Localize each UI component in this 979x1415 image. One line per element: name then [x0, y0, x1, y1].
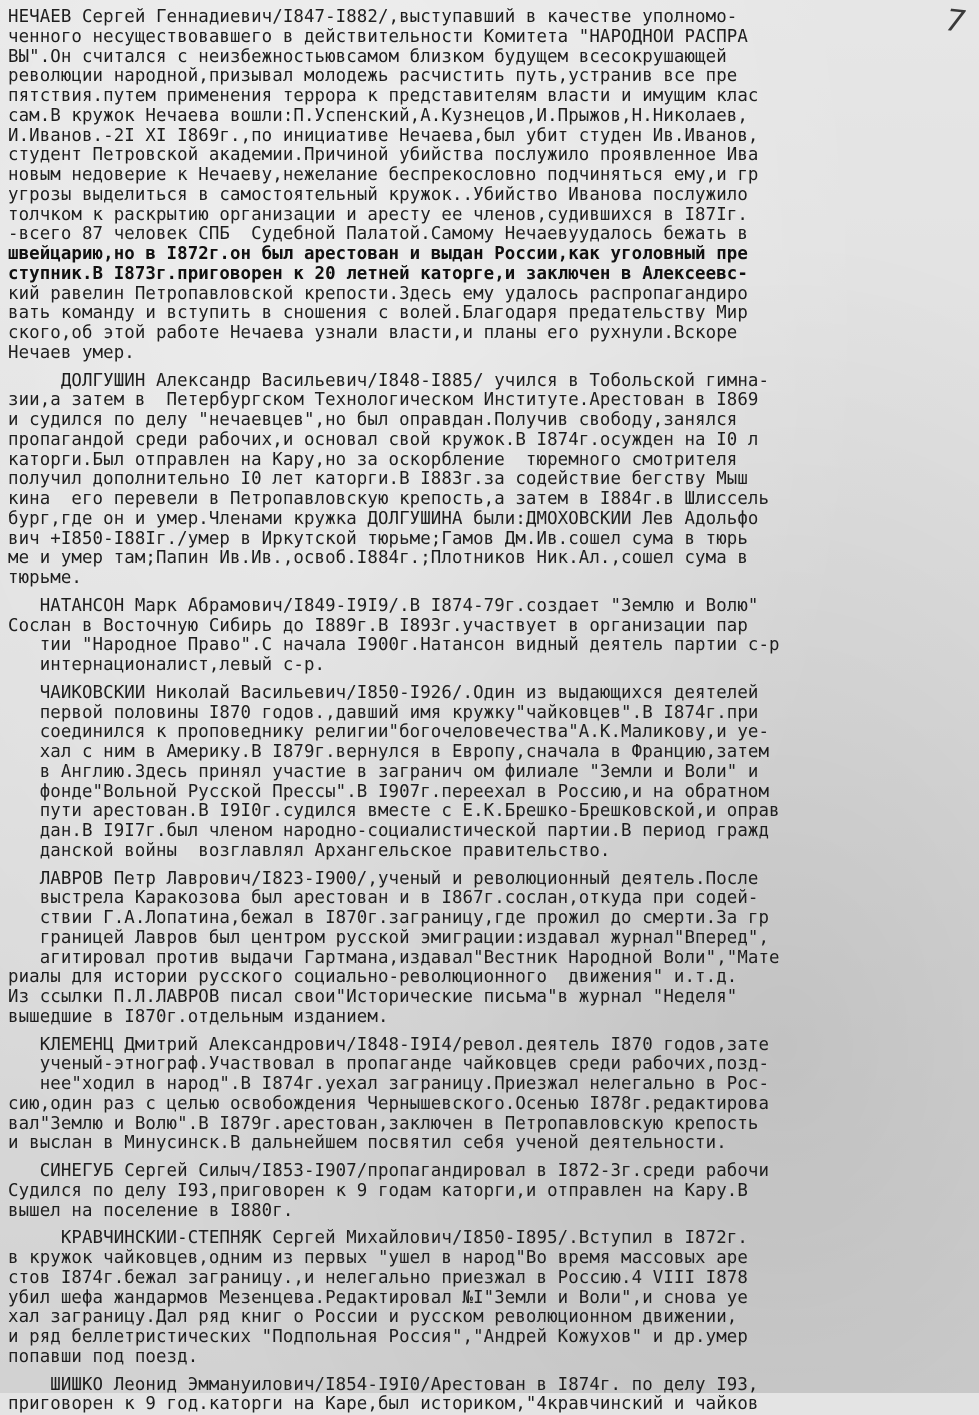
paragraph-gap	[8, 1221, 973, 1229]
text-line: получил дополнительно I0 лет каторги.В I883г.за содействие бегству Мыш	[8, 470, 973, 490]
text-line: кина его перевели в Петропавловскую крепость,а затем в I884г.в Шлиссель	[8, 490, 973, 510]
text-line: тюрьме.	[8, 569, 973, 589]
text-line: границей Лавров был центром русской эмиграции:издавал журнал"Вперед",	[8, 929, 973, 949]
paragraph-sinegub	[8, 1162, 973, 1221]
text-line: ченного несуществовавшего в действительности Комитета "НАРОДНОЙ РАСПРА	[8, 28, 973, 48]
text-line: сию,один раз с целью освобождения Чернышевского.Осенью I878г.редактирова	[8, 1095, 973, 1115]
text-line: первой половины I870 годов.,давший имя кружку"чайковцев".В I874г.при	[8, 704, 973, 724]
text-line: в кружок чайковцев,одним из первых "ушел в народ"Во время массовых аре	[8, 1249, 973, 1269]
text-line: -всего 87 человек СПБ Судебной Палатой.Самому Нечаевуудалось бежать в	[8, 225, 973, 245]
text-line: дан.В I9I7г.был членом народно-социалистической партии.В период гражд	[8, 822, 973, 842]
text-line: пути арестован.В I9I0г.судился вместе с Е.К.Брешко-Брешковской,и оправ	[8, 802, 973, 822]
text-line: новым недоверие к Нечаеву,нежелание беспрекословно подчиняться ему,и гр	[8, 166, 973, 186]
text-line: Сослан в Восточную Сибирь до I889г.В I893г.участвует в организации пар	[8, 617, 973, 637]
paragraph-shishko	[8, 1376, 973, 1415]
paragraph-gap	[8, 1028, 973, 1036]
paragraph-gap	[8, 589, 973, 597]
text-line: данской войны возглавлял Архангельское правительство.	[8, 842, 973, 862]
text-line: КРАВЧИНСКИЙ-СТЕПНЯК Сергей Михайлович/I850-I895/.Вступил в I872г.	[8, 1229, 973, 1249]
paragraph-kravchinsky	[8, 1229, 973, 1367]
paragraph-dolgushin	[8, 372, 973, 589]
paragraph-gap	[8, 862, 973, 870]
text-line: Судился по делу I93,приговорен к 9 годам каторги,и отправлен на Кару.В	[8, 1182, 973, 1202]
text-line: ме и умер там;Папин Ив.Ив.,освоб.I884г.;Плотников Ник.Ал.,сошел сума в	[8, 549, 973, 569]
text-line: каторги.Был отправлен на Кару,но за оскорбление тюремного смотрителя	[8, 451, 973, 471]
text-line: фонде"Вольной Русской Прессы".В I907г.переехал в Россию,и на обратном	[8, 783, 973, 803]
text-line: НАТАНСОН Марк Абрамович/I849-I9I9/.В I874-79г.создает "Землю и Волю"	[8, 597, 973, 617]
paragraph-gap	[8, 1368, 973, 1376]
text-line: убил шефа жандармов Мезенцева.Редактировал №I"Земли и Воли",и снова уе	[8, 1289, 973, 1309]
paragraph-natanson	[8, 597, 973, 676]
text-line: стов I874г.бежал заграницу.,и нелегально приезжал в Россию.4 VIII I878	[8, 1269, 973, 1289]
text-line: И.Иванов.-2I XI I869г.,по инициативе Нечаева,был убит студен Ив.Иванов,	[8, 127, 973, 147]
text-line: вич +I850-I88Iг./умер в Иркутской тюрьме;Гамов Дм.Ив.сошел сума в тюрь	[8, 530, 973, 550]
text-line: студент Петровской академии.Причиной убийства послужило проявленное Ива	[8, 146, 973, 166]
text-line: попавши под поезд.	[8, 1348, 973, 1368]
text-line: пропагандой среди рабочих,и основал свой кружок.В I874г.осужден на I0 л	[8, 431, 973, 451]
text-line: ученый-этнограф.Участвовал в пропаганде чайковцев среди рабочих,позд-	[8, 1055, 973, 1075]
text-line: ского,об этой работе Нечаева узнали власти,и планы его рухнули.Вскоре	[8, 324, 973, 344]
text-line: Из ссылки П.Л.ЛАВРОВ писал свои"Исторические письма"в журнал "Неделя"	[8, 988, 973, 1008]
text-line: революции народной,призывал молодежь расчистить путь,устранив все пре	[8, 67, 973, 87]
text-line: КЛЕМЕНЦ Дмитрий Александрович/I848-I9I4/револ.деятель I870 годов,зате	[8, 1036, 973, 1056]
text-line: ДОЛГУШИН Александр Васильевич/I848-I885/ учился в Тобольской гимна-	[8, 372, 973, 392]
text-line: хал заграницу.Дал ряд книг о России и русском революционном движении,	[8, 1308, 973, 1328]
text-line: бург,где он и умер.Членами кружка ДОЛГУШИНА были:ДМОХОВСКИЙ Лев Адольфо	[8, 510, 973, 530]
text-line: и судился по делу "нечаевцев",но был оправдан.Получив свободу,занялся	[8, 411, 973, 431]
text-line: ВЫ".Он считался с неизбежностьювсамом близком будущем всесокрушающей	[8, 48, 973, 68]
text-line: угрозы выделиться в самостоятельный кружок..Убийство Иванова послужило	[8, 186, 973, 206]
text-line: соединился к проповеднику религии"богочеловечества"А.К.Маликову,и уе-	[8, 723, 973, 743]
paragraph-lavrov	[8, 870, 973, 1028]
text-line: в Англию.Здесь принял участие в загранич ом филиале "Земли и Воли" и	[8, 763, 973, 783]
text-line: ЧАЙКОВСКИЙ Николай Васильевич/I850-I926/.Один из выдающихся деятелей	[8, 684, 973, 704]
text-line: СИНЕГУБ Сергей Силыч/I853-I907/пропагандировал в I872-3г.среди рабочи	[8, 1162, 973, 1182]
text-line: и ряд беллетристических "Подпольная Россия","Андрей Кожухов" и др.умер	[8, 1328, 973, 1348]
text-line: вышедшие в I870г.отдельным изданием.	[8, 1008, 973, 1028]
text-line: толчком к раскрытию организации и аресту ее членов,судившихся в I87Iг.	[8, 206, 973, 226]
paragraph-gap	[8, 364, 973, 372]
text-line: вышел на поселение в I880г.	[8, 1202, 973, 1222]
paragraph-nechaev	[8, 8, 973, 364]
text-line: Нечаев умер.	[8, 344, 973, 364]
text-line: вал"Землю и Волю".В I879г.арестован,заключен в Петропавловскую крепость	[8, 1115, 973, 1135]
text-line: интернационалист,левый с-р.	[8, 656, 973, 676]
text-line: кий равелин Петропавловской крепости.Здесь ему удалось распропагандиро	[8, 285, 973, 305]
paragraph-klements	[8, 1036, 973, 1155]
page-number: 7	[944, 3, 967, 40]
text-line: хал с ним в Америку.В I879г.вернулся в Европу,сначала в Францию,затем	[8, 743, 973, 763]
text-line: НЕЧАЕВ Сергей Геннадиевич/I847-I882/,выступавший в качестве уполномо-	[8, 8, 973, 28]
text-line: ЛАВРОВ Петр Лаврович/I823-I900/,ученый и революционный деятель.После	[8, 870, 973, 890]
text-line: ствии Г.А.Лопатина,бежал в I870г.заграницу,где прожил до смерти.За гр	[8, 909, 973, 929]
text-line: ступник.В I873г.приговорен к 20 летней каторге,и заключен в Алексеевс-	[8, 265, 973, 285]
text-line: пятствия.путем применения террора к представителям власти и имущим клас	[8, 87, 973, 107]
text-line: тии "Народное Право".С начала I900г.Натансон видный деятель партии с-р	[8, 636, 973, 656]
paragraph-chaikovsky	[8, 684, 973, 862]
text-line: нее"ходил в народ".В I874г.уехал заграницу.Приезжал нелегально в Рос-	[8, 1075, 973, 1095]
text-line: риалы для истории русского социально-революционного движения" и.т.д.	[8, 968, 973, 988]
text-line: приговорен к 9 год.каторги на Каре,был историком,"4кравчинский и чайков	[8, 1395, 973, 1415]
paragraph-gap	[8, 1154, 973, 1162]
text-line: вать команду и вступить в сношения с волей.Благодаря предательству Мир	[8, 304, 973, 324]
text-line: сам.В кружок Нечаева вошли:П.Успенский,А.Кузнецов,И.Прыжов,Н.Николаев,	[8, 107, 973, 127]
text-line: зии,а затем в Петербургском Технологическом Институте.Арестован в I869	[8, 391, 973, 411]
text-line: выстрела Каракозова был арестован и в I867г.сослан,откуда при содей-	[8, 889, 973, 909]
paragraph-gap	[8, 676, 973, 684]
text-line: швейцарию,но в I872г.он был арестован и выдан России,как уголовный пре	[8, 245, 973, 265]
typewritten-text	[8, 8, 973, 1415]
text-line: агитировал против выдачи Гартмана,издавал"Вестник Народной Воли","Мате	[8, 949, 973, 969]
text-line: ШИШКО Леонид Эммануилович/I854-I9I0/Арестован в I874г. по делу I93,	[8, 1376, 973, 1396]
text-line: и выслан в Минусинск.В дальнейшем посвятил себя ученой деятельности.	[8, 1134, 973, 1154]
